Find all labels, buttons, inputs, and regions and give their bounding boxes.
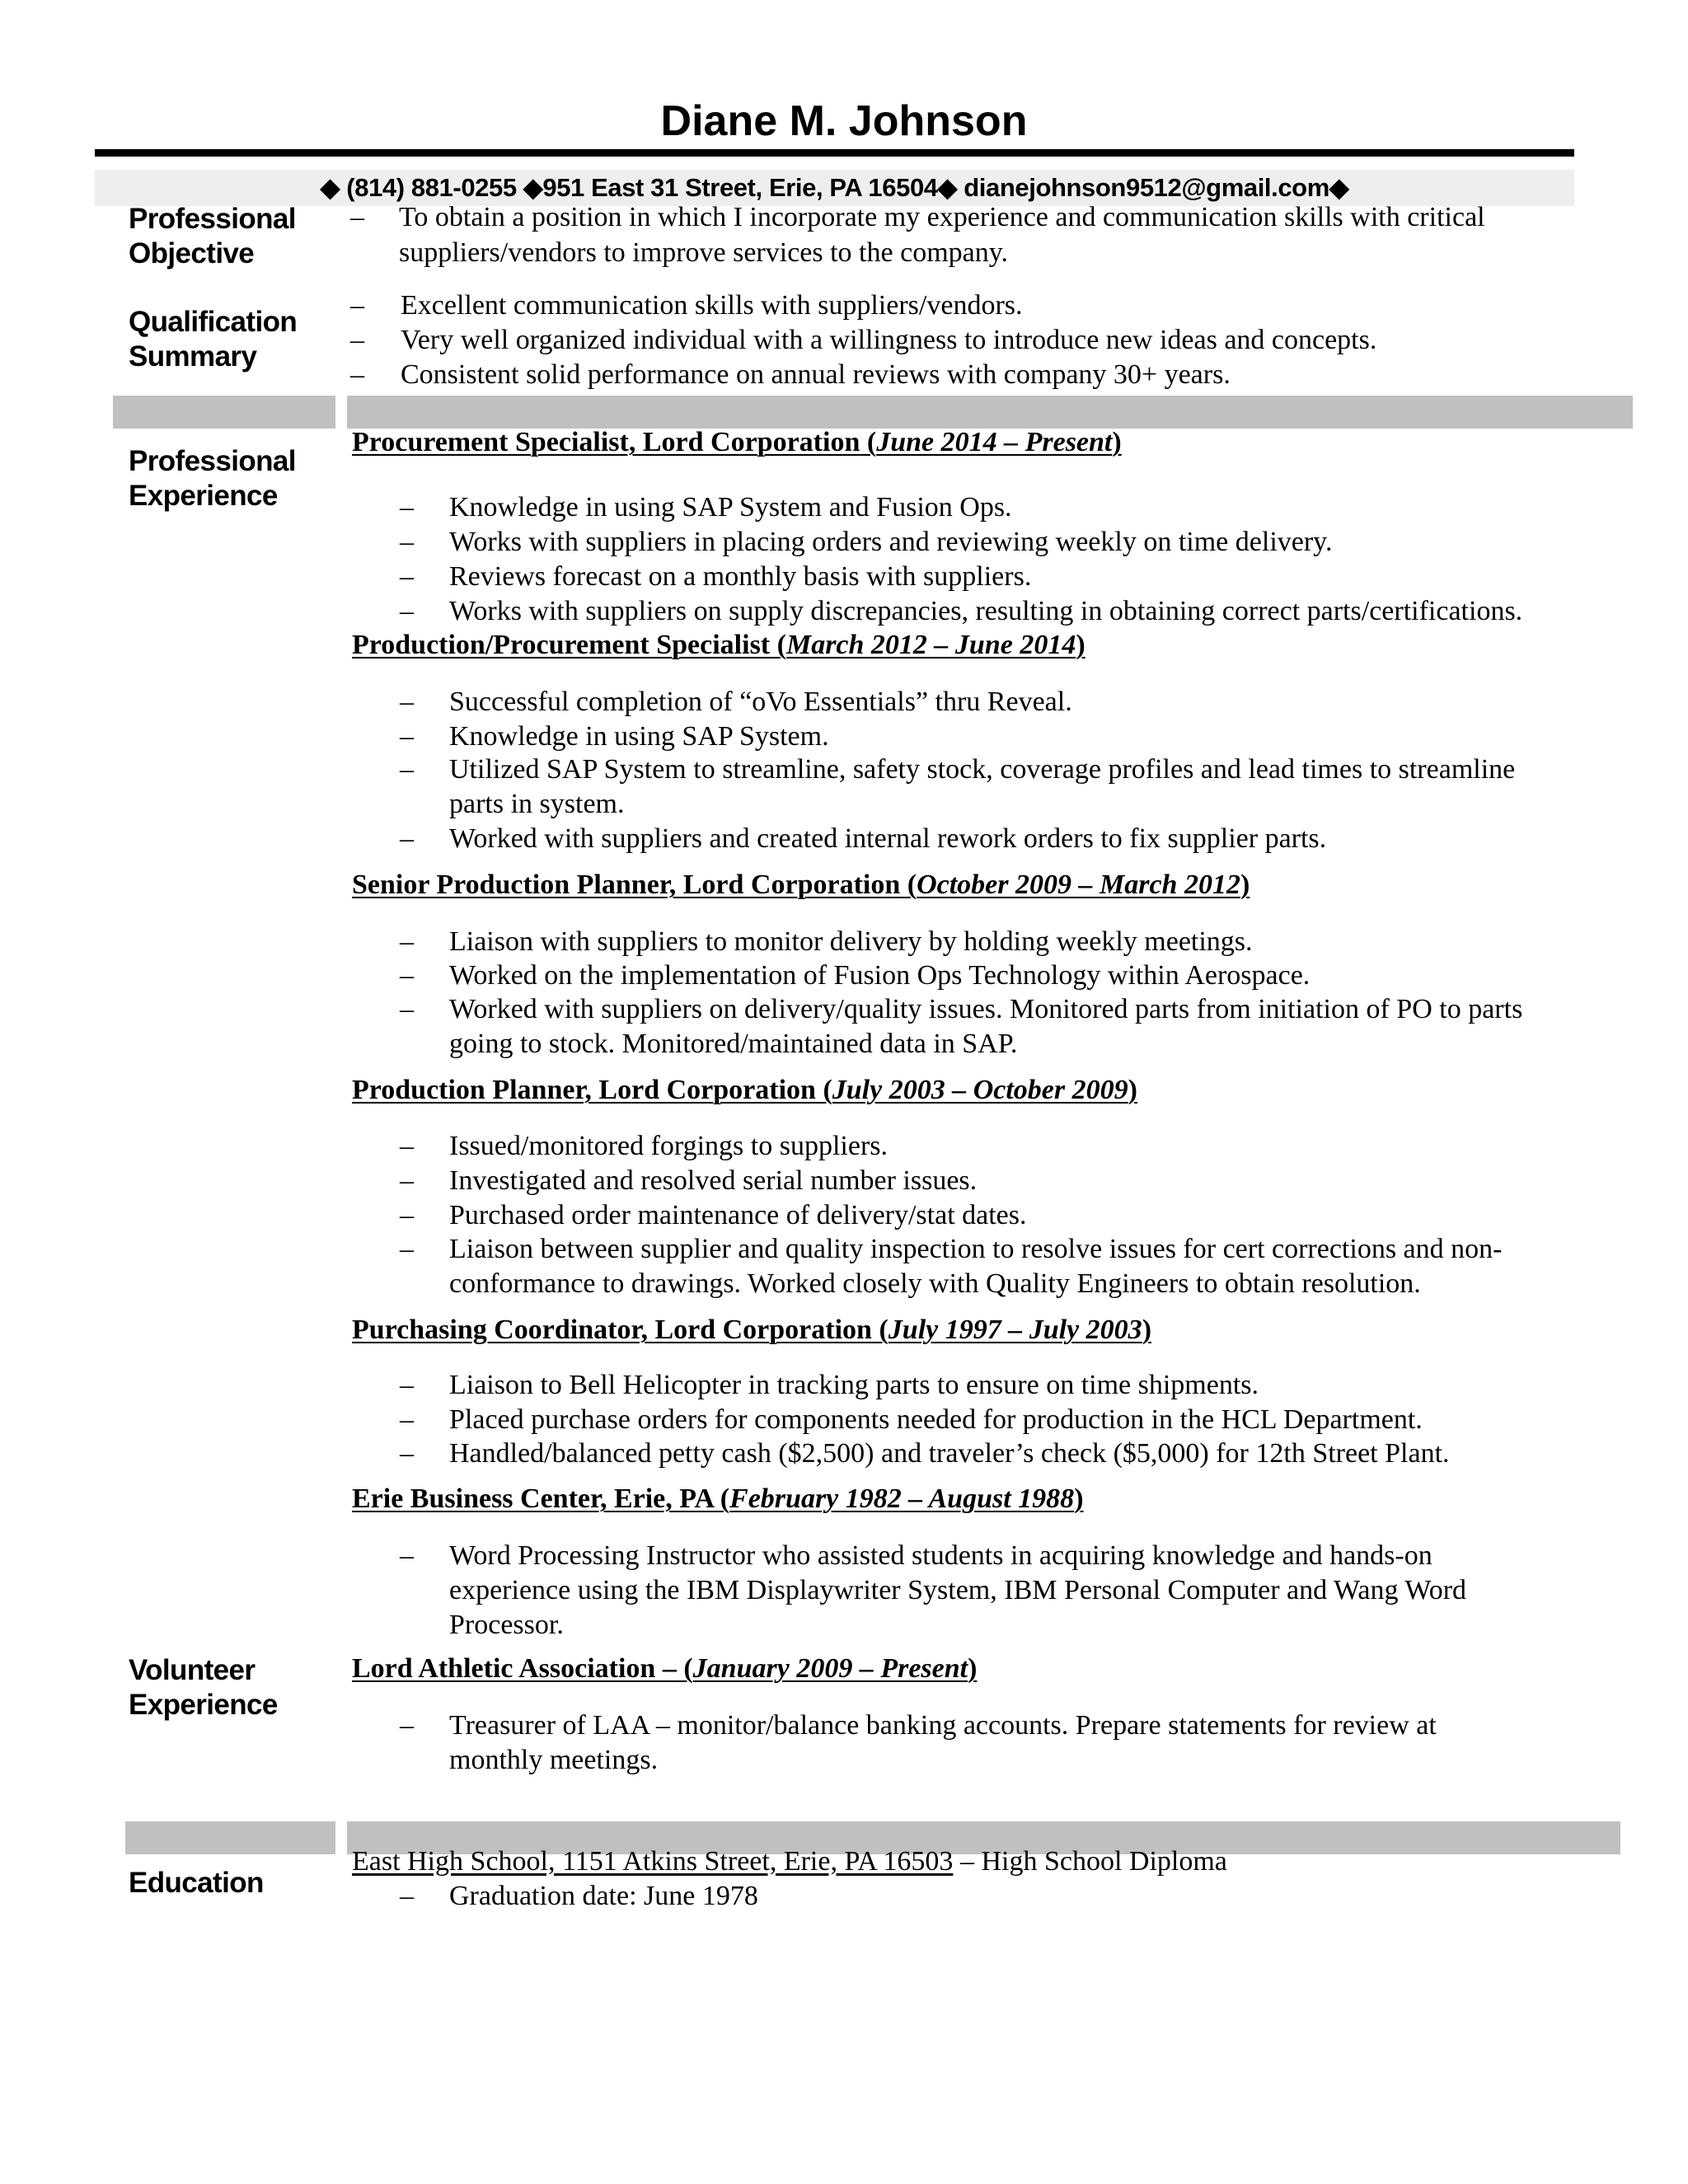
job-bullet-line: Liaison between supplier and quality inspection to resolve issues for cert corrections and non- xyxy=(449,1234,1503,1264)
section-title-line: Experience xyxy=(129,1689,278,1721)
job-dates: February 1982 – August 1988 xyxy=(729,1483,1075,1514)
job-bullet-line: Handled/balanced petty cash ($2,500) and traveler’s check ($5,000) for 12th Street Plant. xyxy=(449,1438,1450,1469)
bullet-dash: – xyxy=(400,994,414,1024)
qualification-item: Consistent solid performance on annual reviews with company 30+ years. xyxy=(401,359,1231,390)
bullet-dash: – xyxy=(350,325,364,355)
job-title-paren: ) xyxy=(1112,427,1122,457)
job-bullet-line: Works with suppliers on supply discrepancies, resulting in obtaining correct parts/certifications. xyxy=(449,596,1523,626)
job-bullet-line: experience using the IBM Displaywriter System, IBM Personal Computer and Wang Word xyxy=(449,1575,1467,1605)
job-bullet-line: Liaison with suppliers to monitor delivery by holding weekly meetings. xyxy=(449,926,1253,957)
job-title xyxy=(352,427,1122,458)
job-bullet-line: Successful completion of “oVo Essentials” thru Reveal. xyxy=(449,687,1072,717)
job-bullet-line: Issued/monitored forgings to suppliers. xyxy=(449,1131,888,1161)
job-title-paren: ) xyxy=(1128,1075,1137,1105)
job-title-paren: ( xyxy=(676,1653,693,1684)
bullet-dash: – xyxy=(350,290,364,321)
job-title-paren: ( xyxy=(713,1483,730,1514)
bullet-dash: – xyxy=(400,1540,414,1571)
job-title-paren: ) xyxy=(1142,1315,1152,1345)
bullet-dash: – xyxy=(400,721,414,752)
job-title-text: Production Planner, Lord Corporation xyxy=(352,1075,816,1105)
job-title-paren: ( xyxy=(815,1075,832,1105)
section-title-line: Summary xyxy=(129,340,257,373)
bullet-dash: – xyxy=(400,1200,414,1230)
bullet-dash: – xyxy=(400,561,414,592)
job-title-paren: ( xyxy=(900,869,917,900)
section-title-line: Education xyxy=(129,1867,264,1899)
job-bullet-line: Knowledge in using SAP System. xyxy=(449,721,829,752)
job-title xyxy=(352,630,1085,661)
job-title-paren: ) xyxy=(1240,869,1250,900)
bullet-dash: – xyxy=(400,492,414,523)
section-title-qualifications xyxy=(129,305,335,374)
job-bullet-line: Word Processing Instructor who assisted students in acquiring knowledge and hands-on xyxy=(449,1540,1432,1571)
section-title-experience xyxy=(129,444,335,513)
section-title-line: Professional xyxy=(129,203,296,235)
section-title-volunteer xyxy=(129,1653,335,1722)
objective-text-line: To obtain a position in which I incorporate my experience and communication skills with critical xyxy=(399,202,1485,232)
job-bullet-line: Utilized SAP System to streamline, safety stock, coverage profiles and lead times to streamline xyxy=(449,754,1516,785)
job-title-text: Procurement Specialist, Lord Corporation xyxy=(352,427,860,457)
job-dates: June 2014 – Present xyxy=(876,427,1113,457)
bullet-dash: – xyxy=(400,1404,414,1435)
section-title-objective xyxy=(129,202,335,271)
bullet-dash: – xyxy=(400,596,414,626)
job-bullet-line: Processor. xyxy=(449,1610,564,1640)
job-bullet-line: Liaison to Bell Helicopter in tracking parts to ensure on time shipments. xyxy=(449,1370,1259,1400)
job-title-paren: ) xyxy=(1074,1483,1084,1514)
resume-name: Diane M. Johnson xyxy=(660,97,1028,145)
degree: – High School Diploma xyxy=(953,1846,1227,1877)
job-dates: March 2012 – June 2014 xyxy=(785,630,1076,660)
bullet-dash: – xyxy=(400,754,414,785)
bullet-dash: – xyxy=(400,1165,414,1196)
job-bullet-line: going to stock. Monitored/maintained data in SAP. xyxy=(449,1029,1018,1059)
job-bullet-line: Purchased order maintenance of delivery/stat dates. xyxy=(449,1200,1027,1230)
section-title-line: Experience xyxy=(129,480,278,512)
job-title xyxy=(352,1483,1084,1515)
job-title-text: Erie Business Center, Erie, PA xyxy=(352,1483,714,1514)
section-title-education xyxy=(129,1866,335,1900)
contact-line: ◆ (814) 881-0255 ◆951 East 31 Street, Erie, PA 16504◆ dianejohnson9512@gmail.com◆ xyxy=(320,173,1349,202)
job-bullet-line: Reviews forecast on a monthly basis with suppliers. xyxy=(449,561,1032,592)
bullet-dash: – xyxy=(400,1881,414,1911)
job-bullet-line: Treasurer of LAA – monitor/balance banking accounts. Prepare statements for review at xyxy=(449,1710,1437,1741)
job-title xyxy=(352,869,1250,901)
school-name: East High School, 1151 Atkins Street, Erie, PA 16503 xyxy=(352,1846,954,1877)
bullet-dash: – xyxy=(400,687,414,717)
section-title-line: Objective xyxy=(129,237,255,269)
job-bullet-line: Worked with suppliers and created internal rework orders to fix supplier parts. xyxy=(449,823,1327,854)
bullet-dash: – xyxy=(400,1710,414,1741)
qualification-item: Excellent communication skills with suppliers/vendors. xyxy=(401,290,1023,321)
job-dates: January 2009 – Present xyxy=(692,1653,968,1684)
job-title-text: Purchasing Coordinator, Lord Corporation xyxy=(352,1315,872,1345)
bullet-dash: – xyxy=(400,1234,414,1264)
job-title-text: Production/Procurement Specialist xyxy=(352,630,771,660)
job-dates: July 1997 – July 2003 xyxy=(888,1315,1142,1345)
section-band-left xyxy=(113,396,335,429)
objective-text-line: suppliers/vendors to improve services to the company. xyxy=(399,237,1009,268)
section-title-line: Professional xyxy=(129,445,296,477)
job-title-paren: ) xyxy=(1076,630,1085,660)
job-title-paren: ) xyxy=(968,1653,978,1684)
bullet-dash: – xyxy=(400,527,414,557)
bullet-dash: – xyxy=(400,960,414,991)
section-title-line: Volunteer xyxy=(129,1654,256,1686)
education-entry xyxy=(352,1846,1227,1877)
job-bullet-line: Worked on the implementation of Fusion Ops Technology within Aerospace. xyxy=(449,960,1311,991)
section-title-line: Qualification xyxy=(129,306,298,338)
bullet-dash: – xyxy=(400,823,414,854)
bullet-dash: – xyxy=(350,202,364,232)
job-title-paren: ( xyxy=(871,1315,889,1345)
job-bullet-line: Investigated and resolved serial number issues. xyxy=(449,1165,978,1196)
bullet-dash: – xyxy=(400,1131,414,1161)
job-title xyxy=(352,1315,1151,1346)
bullet-dash: – xyxy=(400,1370,414,1400)
job-bullet-line: Knowledge in using SAP System and Fusion Ops. xyxy=(449,492,1012,523)
job-title xyxy=(352,1653,977,1685)
job-bullet-line: monthly meetings. xyxy=(449,1745,659,1775)
job-dates: July 2003 – October 2009 xyxy=(832,1075,1128,1105)
job-bullet-line: parts in system. xyxy=(449,789,625,819)
qualification-item: Very well organized individual with a willingness to introduce new ideas and concepts. xyxy=(401,325,1377,355)
section-band-left xyxy=(125,1821,335,1854)
job-title-text: Senior Production Planner, Lord Corporation xyxy=(352,869,901,900)
job-title xyxy=(352,1075,1137,1106)
header-rule xyxy=(95,149,1574,157)
job-bullet-line: conformance to drawings. Worked closely with Quality Engineers to obtain resolution. xyxy=(449,1268,1421,1299)
bullet-dash: – xyxy=(400,1438,414,1469)
bullet-dash: – xyxy=(400,926,414,957)
section-band-right xyxy=(347,396,1633,429)
job-title-paren: ( xyxy=(860,427,877,457)
bullet-dash: – xyxy=(350,359,364,390)
job-title-paren: ( xyxy=(770,630,786,660)
job-title-text: Lord Athletic Association – xyxy=(352,1653,677,1684)
job-bullet-line: Placed purchase orders for components needed for production in the HCL Department. xyxy=(449,1404,1423,1435)
job-bullet-line: Worked with suppliers on delivery/quality issues. Monitored parts from initiation of PO to parts xyxy=(449,994,1523,1024)
job-dates: October 2009 – March 2012 xyxy=(917,869,1240,900)
education-detail: Graduation date: June 1978 xyxy=(449,1881,758,1911)
job-bullet-line: Works with suppliers in placing orders and reviewing weekly on time delivery. xyxy=(449,527,1333,557)
